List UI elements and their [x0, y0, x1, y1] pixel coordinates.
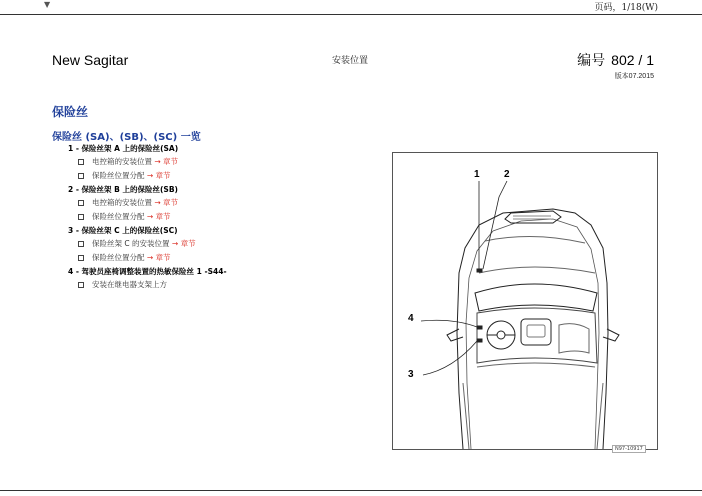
bullet-icon	[78, 255, 84, 261]
bullet-icon	[78, 214, 84, 220]
list-sub-item	[68, 155, 378, 169]
fuse-location-figure	[392, 152, 658, 450]
callout-1: 1	[474, 169, 480, 180]
bottom-divider	[0, 490, 702, 491]
chapter-link[interactable]: → 章节	[171, 239, 196, 248]
top-divider	[0, 14, 702, 15]
sub-item-text: 保险丝位置分配	[92, 253, 145, 262]
document-number-label: 编号	[577, 52, 606, 68]
list-sub-item	[68, 210, 378, 224]
chapter-link[interactable]: → 章节	[146, 212, 171, 221]
document-number-value: 802 / 1	[611, 52, 654, 68]
figure-id: N97-10917	[612, 445, 646, 453]
callout-2: 2	[504, 169, 510, 180]
list-item: 4 - 驾驶员座椅调整装置的热敏保险丝 1 -S44-	[68, 267, 227, 276]
sub-item-text: 安装在继电器支架上方	[92, 280, 167, 289]
bullet-icon	[78, 282, 84, 288]
header-category: 安装位置	[332, 56, 369, 66]
vehicle-model: New Sagitar	[52, 52, 129, 68]
chapter-link[interactable]: → 章节	[154, 198, 179, 207]
list-sub-item	[68, 169, 378, 183]
edition: 版本07.2015	[614, 73, 654, 80]
list-sub-item	[68, 196, 378, 210]
list-item: 2 - 保险丝架 B 上的保险丝(SB)	[68, 185, 178, 194]
list-item: 3 - 保险丝架 C 上的保险丝(SC)	[68, 226, 178, 235]
chapter-link[interactable]: → 章节	[146, 171, 171, 180]
page-marker: ▼	[44, 0, 51, 9]
sub-item-text: 保险丝位置分配	[92, 171, 145, 180]
car-diagram-svg	[393, 153, 657, 449]
chapter-link[interactable]: → 章节	[146, 253, 171, 262]
bullet-icon	[78, 241, 84, 247]
bullet-icon	[78, 173, 84, 179]
section-title: 保险丝	[52, 105, 89, 119]
bullet-icon	[78, 159, 84, 165]
list-sub-item	[68, 237, 378, 251]
list-sub-item	[68, 251, 378, 265]
callout-4: 4	[408, 313, 414, 324]
sub-item-text: 保险丝位置分配	[92, 212, 145, 221]
list-sub-item	[68, 278, 378, 292]
document-number	[577, 50, 654, 70]
sub-item-text: 电控箱的安装位置	[92, 198, 152, 207]
chapter-link[interactable]: → 章节	[154, 157, 179, 166]
page-counter: 页码，1/18(W)	[594, 3, 658, 13]
bullet-icon	[78, 200, 84, 206]
fuse-list	[68, 142, 378, 292]
list-item: 1 - 保险丝架 A 上的保险丝(SA)	[68, 144, 179, 153]
callout-3: 3	[408, 369, 414, 380]
sub-title: 保险丝 (SA)、(SB)、(SC) 一览	[52, 132, 201, 143]
sub-item-text: 保险丝架 C 的安装位置	[92, 239, 170, 248]
sub-item-text: 电控箱的安装位置	[92, 157, 152, 166]
